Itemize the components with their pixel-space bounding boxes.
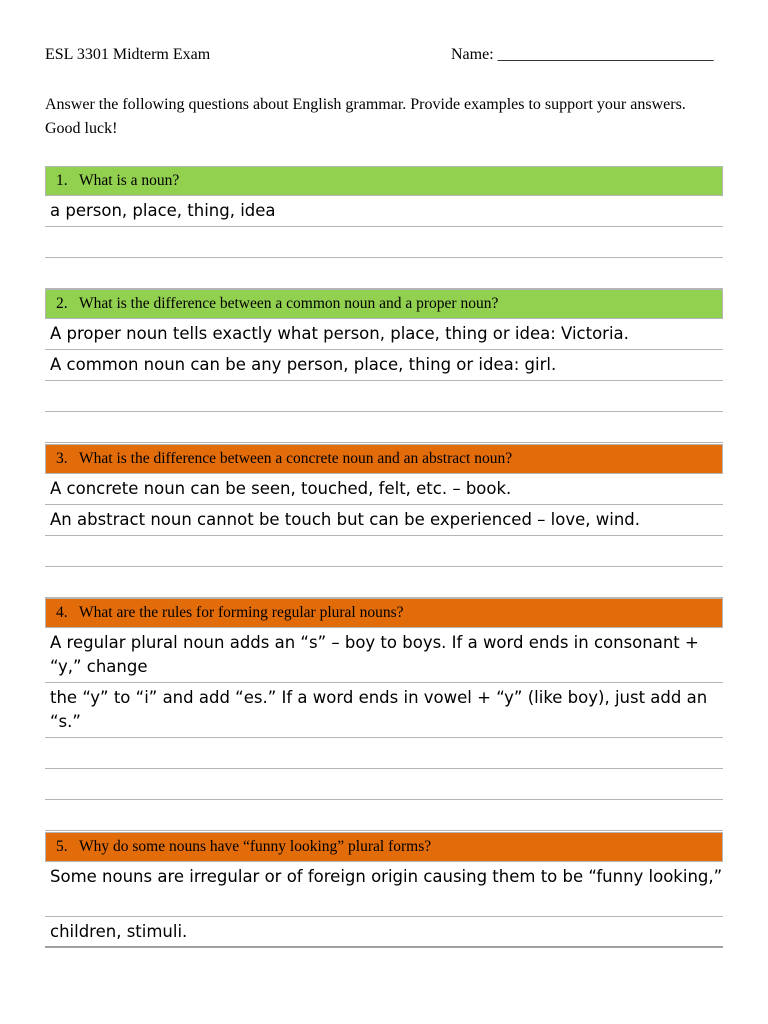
question-text: What is a noun? xyxy=(79,172,180,189)
question-number: 2. xyxy=(56,295,68,312)
question-4-block xyxy=(45,598,723,831)
answer-line: a person, place, thing, idea xyxy=(45,196,723,227)
question-text: What are the rules for forming regular plural nouns? xyxy=(79,604,404,621)
answer-line: A concrete noun can be seen, touched, felt, etc. – book. xyxy=(45,474,723,505)
blank-answer-line xyxy=(45,769,723,800)
blank-answer-line xyxy=(45,258,723,289)
answer-line: A common noun can be any person, place, thing or idea: girl. xyxy=(45,350,723,381)
answer-line: children, stimuli. xyxy=(45,917,723,948)
exam-title: ESL 3301 Midterm Exam xyxy=(45,46,211,63)
answer-line: A proper noun tells exactly what person, place, thing or idea: Victoria. xyxy=(45,319,723,350)
question-2-header xyxy=(45,289,723,319)
name-field-label: Name: ___________________________ xyxy=(451,46,714,63)
question-5-block xyxy=(45,832,723,948)
question-number: 5. xyxy=(56,838,68,855)
question-3-block xyxy=(45,444,723,598)
question-number: 3. xyxy=(56,450,68,467)
answer-line: Some nouns are irregular or of foreign origin causing them to be “funny looking,” xyxy=(45,862,723,917)
answer-line: An abstract noun cannot be touch but can be experienced – love, wind. xyxy=(45,505,723,536)
question-number: 1. xyxy=(56,172,68,189)
question-3-header xyxy=(45,444,723,474)
exam-header xyxy=(45,46,725,68)
question-5-header xyxy=(45,832,723,862)
question-4-header xyxy=(45,598,723,628)
question-1-header xyxy=(45,166,723,196)
answer-line: the “y” to “i” and add “es.” If a word ends in vowel + “y” (like boy), just add an “s.” xyxy=(45,683,723,738)
question-text: Why do some nouns have “funny looking” plural forms? xyxy=(79,838,432,855)
question-text: What is the difference between a common noun and a proper noun? xyxy=(79,295,499,312)
question-number: 4. xyxy=(56,604,68,621)
blank-answer-line xyxy=(45,412,723,443)
question-1-block xyxy=(45,166,723,289)
blank-answer-line xyxy=(45,800,723,831)
blank-answer-line xyxy=(45,381,723,412)
exam-instructions: Answer the following questions about English grammar. Provide examples to support your answers. Good luck! xyxy=(45,96,686,137)
blank-answer-line xyxy=(45,738,723,769)
answer-line: A regular plural noun adds an “s” – boy to boys. If a word ends in consonant + “y,” change xyxy=(45,628,723,683)
question-2-block xyxy=(45,289,723,443)
blank-answer-line xyxy=(45,567,723,598)
blank-answer-line xyxy=(45,227,723,258)
blank-answer-line xyxy=(45,536,723,567)
question-text: What is the difference between a concrete noun and an abstract noun? xyxy=(79,450,513,467)
